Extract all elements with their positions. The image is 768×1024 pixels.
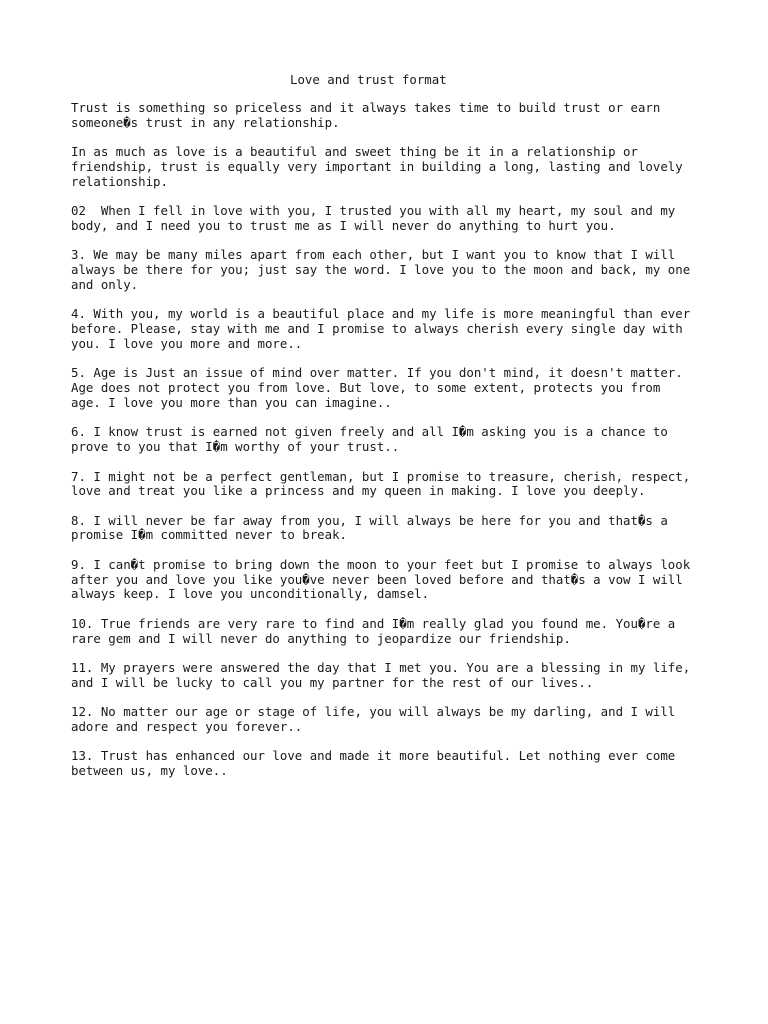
paragraph-5: 5. Age is Just an issue of mind over matter. If you don't mind, it doesn't matter. Age does not protect you from love. But love, to some extent, protects you from age. I love you more than you can imagine.. [71,365,683,410]
paragraph-02: 02 When I fell in love with you, I trusted you with all my heart, my soul and my body, and I need you to trust me as I will never do anything to hurt you. [71,203,676,233]
paragraph-11: 11. My prayers were answered the day that I met you. You are a blessing in my life, and I will be lucky to call you my partner for the rest of our lives.. [71,660,691,690]
paragraph-6: 6. I know trust is earned not given freely and all I�m asking you is a chance to prove to you that I�m worthy of your trust.. [71,424,668,455]
document-title: Love and trust format [290,72,447,87]
document-body [71,101,731,794]
paragraph-3: 3. We may be many miles apart from each other, but I want you to know that I will always be there for you; just say the word. I love you to the moon and back, my one and only. [71,247,691,292]
paragraph-9: 9. I can�t promise to bring down the moon to your feet but I promise to always look after you and love you like you�ve never been loved before and that�s a vow I will always keep. I love you unconditionally, damsel. [71,556,691,602]
paragraph-4: 4. With you, my world is a beautiful place and my life is more meaningful than ever before. Please, stay with me and I promise to always cherish every single day with you. I love you more and more.. [71,306,691,351]
paragraph-10: 10. True friends are very rare to find and I�m really glad you found me. You�re a rare gem and I will never do anything to jeopardize our friendship. [71,615,676,646]
paragraph-7: 7. I might not be a perfect gentleman, but I promise to treasure, cherish, respect, love and treat you like a princess and my queen in making. I love you deeply. [71,468,691,499]
paragraph-intro-1: Trust is something so priceless and it always takes time to build trust or earn someone�s trust in any relationship. [71,100,661,130]
paragraph-13: 13. Trust has enhanced our love and made it more beautiful. Let nothing ever come between us, my love.. [71,748,676,779]
paragraph-12: 12. No matter our age or stage of life, you will always be my darling, and I will adore and respect you forever.. [71,704,676,735]
paragraph-8: 8. I will never be far away from you, I will always be here for you and that�s a promise I�m committed never to break. [71,512,668,543]
paragraph-intro-2: In as much as love is a beautiful and sweet thing be it in a relationship or friendship, trust is equally very important in building a long, lasting and lovely relationship. [71,144,683,189]
